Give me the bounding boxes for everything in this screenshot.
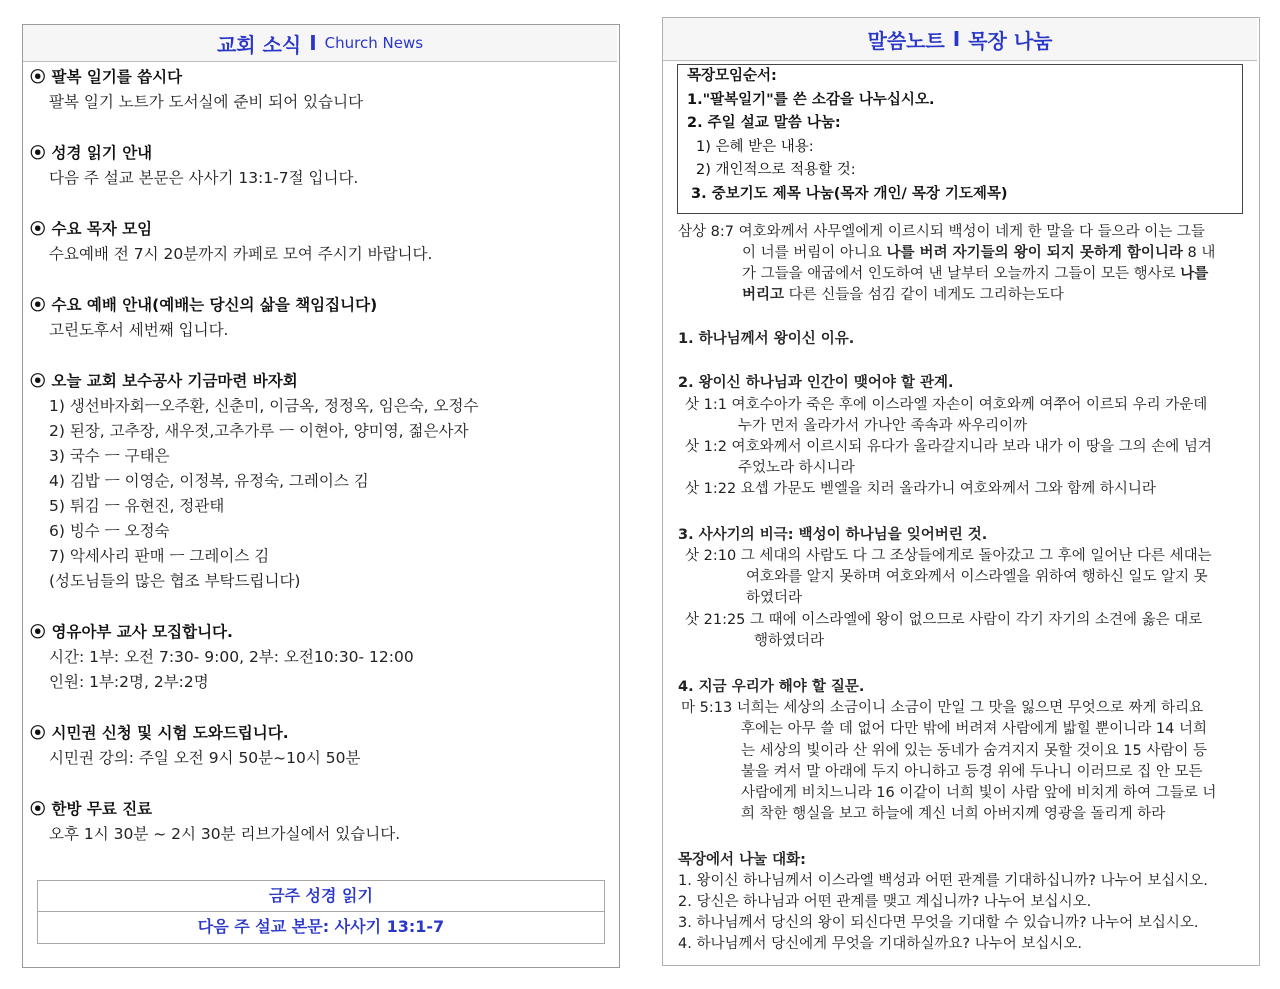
church-news-panel (22, 24, 620, 968)
news-item-line: (성도님들의 많은 협조 부탁드립니다) (49, 572, 301, 590)
circle-dot-icon: ⦿ (30, 800, 46, 818)
news-item (23, 369, 619, 594)
news-item (23, 721, 619, 771)
bible-reading-label: 금주 성경 읽기 (269, 886, 373, 905)
news-item (23, 217, 619, 267)
news-item-line: 5) 튀김 ㅡ 유현진, 정관태 (49, 497, 225, 515)
verse-line: 삿 2:10 그 세대의 사람도 다 그 조상들에게로 돌아갔고 그 후에 일어난 다른 세대는 (685, 548, 1212, 564)
section-heading-3: 3. 사사기의 비극: 백성이 하나님을 잊어버린 것. (678, 527, 988, 543)
circle-dot-icon: ⦿ (30, 68, 46, 86)
news-item-line: 1) 생선바자회ㅡ오주환, 신춘미, 이금옥, 정정옥, 임은숙, 오정수 (49, 397, 479, 415)
meeting-order-item: 1."팔복일기"를 쓴 소감을 나누십시오. (687, 91, 935, 108)
verse-line: 불을 켜서 말 아래에 두지 아니하고 등경 위에 두나니 이러므로 집 안 모든 (741, 763, 1203, 780)
circle-dot-icon: ⦿ (30, 724, 46, 742)
talk-item: 4. 하나님께서 당신에게 무엇을 기대하실까요? 나누어 보십시오. (678, 936, 1082, 952)
title-separator: I (952, 27, 961, 51)
samuel-verse (663, 222, 1259, 306)
sermon-notes-panel (662, 17, 1260, 966)
verse-line: 는 세상의 빛이라 산 위에 있는 동네가 숨겨지지 못할 것이요 15 사람이 등 (741, 742, 1207, 759)
church-news-subtitle: Church News (324, 34, 424, 52)
news-item-line: 시민권 강의: 주일 오전 9시 50분~10시 50분 (49, 749, 361, 767)
news-item-title: 시민권 신청 및 시험 도와드립니다. (51, 724, 289, 742)
verse-emphasis: 버리고 (742, 287, 785, 303)
verse-line: 후에는 아무 쓸 데 없어 다만 밖에 버려져 사람에게 밟힐 뿐이니라 14 너희 (741, 721, 1207, 738)
news-item-line: 6) 빙수 ㅡ 오정숙 (49, 522, 170, 540)
meeting-order-item: 2. 주일 설교 말씀 나눔: (687, 115, 841, 131)
church-news-header (23, 25, 617, 62)
bible-reading-text: 다음 주 설교 본문: 사사기 13:1-7 (38, 911, 604, 942)
talk-item: 2. 당신은 하나님과 어떤 관계를 맺고 계십니까? 나누어 보십시오. (678, 894, 1092, 910)
verse-line: 하였더라 (746, 590, 803, 606)
circle-dot-icon: ⦿ (30, 372, 46, 390)
circle-dot-icon: ⦿ (30, 296, 46, 314)
church-news-title: 교회 소식 (216, 32, 302, 57)
news-item (23, 620, 619, 695)
verse-group-2 (663, 395, 1259, 500)
verse-emphasis: 나를 버려 자기들의 왕이 되지 못하게 함이니라 (886, 245, 1183, 261)
verse-emphasis: 나를 (1180, 266, 1209, 282)
news-item-line: 오후 1시 30분 ~ 2시 30분 리브가실에서 있습니다. (49, 825, 401, 843)
verse-line: 여호와를 알지 못하며 여호와께서 이스라엘을 위하여 행하신 일도 알지 못 (746, 569, 1208, 585)
news-item-line: 3) 국수 ㅡ 구태은 (49, 447, 170, 465)
talk-list (663, 871, 1259, 955)
talk-heading: 목장에서 나눌 대화: (678, 852, 806, 868)
news-item (23, 797, 619, 847)
verse-text: 8 내 (1182, 245, 1216, 261)
meeting-order-subitem: 2) 개인적으로 적용할 것: (696, 162, 856, 178)
news-list (23, 65, 619, 847)
news-item (23, 141, 619, 191)
news-item-title: 성경 읽기 안내 (51, 144, 153, 162)
verse-line: 마 5:13 너희는 세상의 소금이니 소금이 만일 그 맛을 잃으면 무엇으로 짜게 하리요 (681, 700, 1204, 716)
verse-ref: 삼상 8:7 (678, 224, 734, 240)
sermon-notes-title: 말씀노트 (867, 28, 945, 53)
verse-group-3 (663, 546, 1259, 652)
verse-text: 여호와께서 사무엘에게 이르시되 백성이 네게 한 말을 다 들으라 이는 그들 (738, 224, 1205, 240)
talk-item: 1. 왕이신 하나님께서 이스라엘 백성과 어떤 관계를 기대하십니까? 나누어 보십시오. (678, 873, 1208, 889)
news-item-title: 수요 목자 모임 (51, 220, 153, 238)
circle-dot-icon: ⦿ (30, 144, 46, 162)
talk-item: 3. 하나님께서 당신의 왕이 되신다면 무엇을 기대할 수 있습니까? 나누어 보십시오. (678, 915, 1199, 931)
news-item-line: 인원: 1부:2명, 2부:2명 (49, 673, 209, 691)
verse-line: 삿 1:1 여호수아가 죽은 후에 이스라엘 자손이 여호와께 여쭈어 이르되 우리 가운데 (685, 397, 1208, 413)
title-separator: I (309, 31, 317, 55)
verse-group-4 (663, 698, 1259, 826)
news-item-title: 팔복 일기를 씁시다 (51, 68, 183, 86)
news-item-line: 수요예배 전 7시 20분까지 카페로 모여 주시기 바랍니다. (49, 245, 433, 263)
news-item-title: 오늘 교회 보수공사 기금마련 바자회 (51, 372, 298, 390)
sermon-notes-header (663, 18, 1257, 61)
news-item (23, 293, 619, 343)
section-heading-1: 1. 하나님께서 왕이신 이유. (678, 331, 855, 347)
news-item-line: 고린도후서 세번째 입니다. (49, 321, 229, 339)
meeting-order-subitem: 1) 은혜 받은 내용: (696, 138, 814, 155)
news-item-line: 4) 김밥 ㅡ 이영순, 이정복, 유정숙, 그레이스 김 (49, 472, 369, 490)
circle-dot-icon: ⦿ (30, 623, 46, 641)
meeting-order-item: 3. 중보기도 제목 나눔(목자 개인/ 목장 기도제목) (691, 185, 1008, 202)
bible-reading-box (37, 880, 605, 944)
news-item-title: 영유아부 교사 모집합니다. (51, 623, 233, 641)
news-item-line: 다음 주 설교 본문은 사사기 13:1-7절 입니다. (49, 169, 359, 187)
section-heading-2: 2. 왕이신 하나님과 인간이 맺어야 할 관계. (678, 375, 954, 391)
verse-line: 사람에게 비치느니라 16 이같이 너희 빛이 사람 앞에 비치게 하여 그들로 너 (741, 785, 1217, 802)
news-item-title: 한방 무료 진료 (51, 800, 153, 818)
verse-line: 누가 먼저 올라가서 가나안 족속과 싸우리이까 (738, 418, 1028, 434)
verse-line: 희 착한 행실을 보고 하늘에 계신 너희 아버지께 영광을 돌리게 하라 (741, 806, 1166, 823)
verse-line: 주었노라 하시니라 (738, 460, 855, 476)
verse-text: 가 그들을 애굽에서 인도하여 낸 날부터 오늘까지 그들이 모든 행사로 (742, 266, 1181, 282)
verse-text: 이 너를 버림이 아니요 (742, 245, 887, 261)
verse-line: 행하였더라 (754, 633, 825, 649)
meeting-order-title: 목장모임순서: (687, 68, 777, 84)
news-item-title: 수요 예배 안내(예배는 당신의 삶을 책임집니다) (51, 296, 378, 314)
verse-text: 다른 신들을 섬김 같이 네게도 그리하는도다 (784, 287, 1064, 303)
news-item-line: 2) 된장, 고추장, 새우젓,고추가루 ㅡ 이현아, 양미영, 젊은사자 (49, 422, 469, 440)
meeting-order-box (677, 64, 1243, 214)
news-item (23, 65, 619, 115)
news-item-line: 시간: 1부: 오전 7:30- 9:00, 2부: 오전10:30- 12:00 (49, 648, 414, 666)
news-item-line: 팔복 일기 노트가 도서실에 준비 되어 있습니다 (49, 93, 364, 111)
verse-line: 삿 1:22 요셉 가문도 벧엘을 치러 올라가니 여호와께서 그와 함께 하시니라 (685, 481, 1156, 497)
verse-line: 삿 1:2 여호와께서 이르시되 유다가 올라갈지니라 보라 내가 이 땅을 그의 손에 넘겨 (685, 439, 1212, 455)
circle-dot-icon: ⦿ (30, 220, 46, 238)
verse-line: 삿 21:25 그 때에 이스라엘에 왕이 없으므로 사람이 각기 자기의 소견에 옳은 대로 (685, 612, 1203, 628)
group-sharing-title: 목장 나눔 (968, 28, 1053, 53)
section-heading-4: 4. 지금 우리가 해야 할 질문. (678, 679, 865, 695)
news-item-line: 7) 악세사리 판매 ㅡ 그레이스 김 (49, 547, 270, 565)
